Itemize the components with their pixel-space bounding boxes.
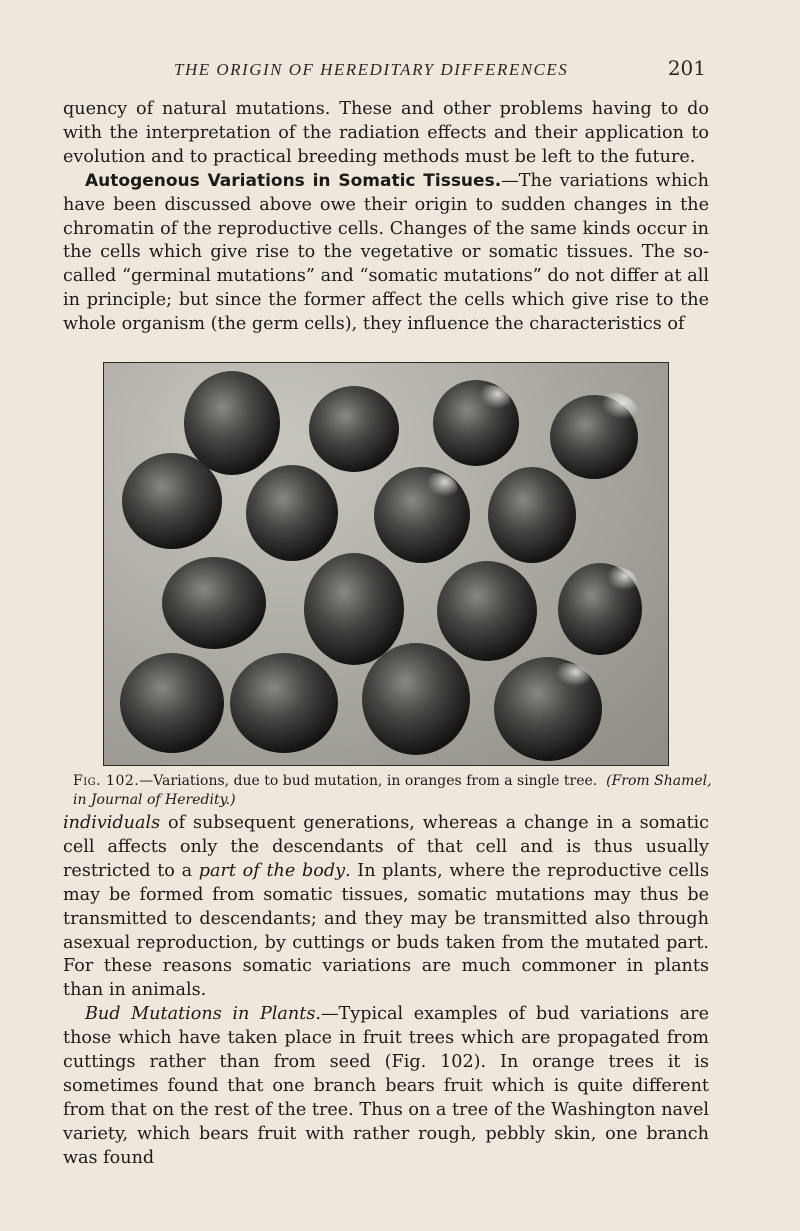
paragraph-3	[63, 812, 709, 1171]
orange-fruit	[120, 653, 224, 753]
paragraph-3-text-b: . In plants, where the reproductive cells may be formed from somatic tissues, somatic mutations may thus be transmitted to descendants; and they may be transmitted also through asexual reproduction, by cuttings or buds taken from the mutated part. For these reasons somatic variations are much commoner in plants than in animals.	[63, 860, 709, 1001]
orange-fruit	[304, 553, 404, 665]
running-header	[0, 56, 800, 86]
orange-fruit	[433, 380, 519, 466]
orange-fruit	[122, 453, 222, 549]
paragraph-3-text-a: of subsequent generations, whereas a change in a somatic cell affects only the descendants of that cell and is thus usually restricted to a	[63, 813, 709, 881]
orange-fruit	[230, 653, 338, 753]
section-heading-bud-mutations: Bud Mutations in Plants.	[85, 1004, 321, 1025]
figure-caption-text: —Variations, due to bud mutation, in oranges from a single tree.	[139, 773, 598, 789]
figure-source: (From Shamel, in Journal of Heredity.)	[73, 773, 712, 808]
section-heading-autogenous: Autogenous Variations in Somatic Tissues.	[85, 170, 502, 191]
orange-fruit	[184, 371, 280, 475]
running-title: THE ORIGIN OF HEREDITARY DIFFERENCES	[174, 60, 569, 79]
orange-fruit	[494, 657, 602, 761]
orange-fruit	[162, 557, 266, 649]
page-number: 201	[667, 56, 706, 80]
oranges-photograph	[104, 363, 668, 765]
figure-label: Fig. 102.	[73, 773, 140, 789]
orange-fruit	[309, 386, 399, 472]
figure-caption	[63, 772, 723, 810]
paragraph-2-text: —The variations which have been discussed above owe their origin to sudden changes in the chromatin of the reproductive cells. Changes of the same kinds occur in the cells which give rise to the vegetative or somatic tissues. The so-called “germinal mutations” and “somatic mutations” do not differ at all in principle; but since the former affect the cells which give rise to the whole organism (the germ cells), they influence the characteristics of	[63, 170, 709, 335]
orange-fruit	[362, 643, 470, 755]
orange-fruit	[246, 465, 338, 561]
paragraph-1	[63, 98, 709, 337]
orange-fruit	[488, 467, 576, 563]
figure-oranges-photo	[103, 362, 669, 766]
orange-fruit	[558, 563, 642, 655]
orange-fruit	[550, 393, 638, 479]
orange-fruit	[437, 561, 537, 661]
italic-individuals: individuals	[63, 813, 161, 833]
orange-fruit	[374, 467, 470, 563]
paragraph-4-text: —Typical examples of bud variations are those which have taken place in fruit trees which are propagated from cuttings rather than from seed (Fig. 102). In orange trees it is sometimes found that one branch bears fruit which is quite different from that on the rest of the tree. Thus on a tree of the Washington navel variety, which bears fruit with rather rough, pebbly skin, one branch was found	[63, 1004, 709, 1168]
paragraph-1-text: quency of natural mutations. These and other problems having to do with the interpretation of the radiation effects and their application to evolution and to practical breeding methods must be left to the future.	[63, 99, 709, 167]
italic-part-of-body: part of the body	[198, 860, 346, 881]
